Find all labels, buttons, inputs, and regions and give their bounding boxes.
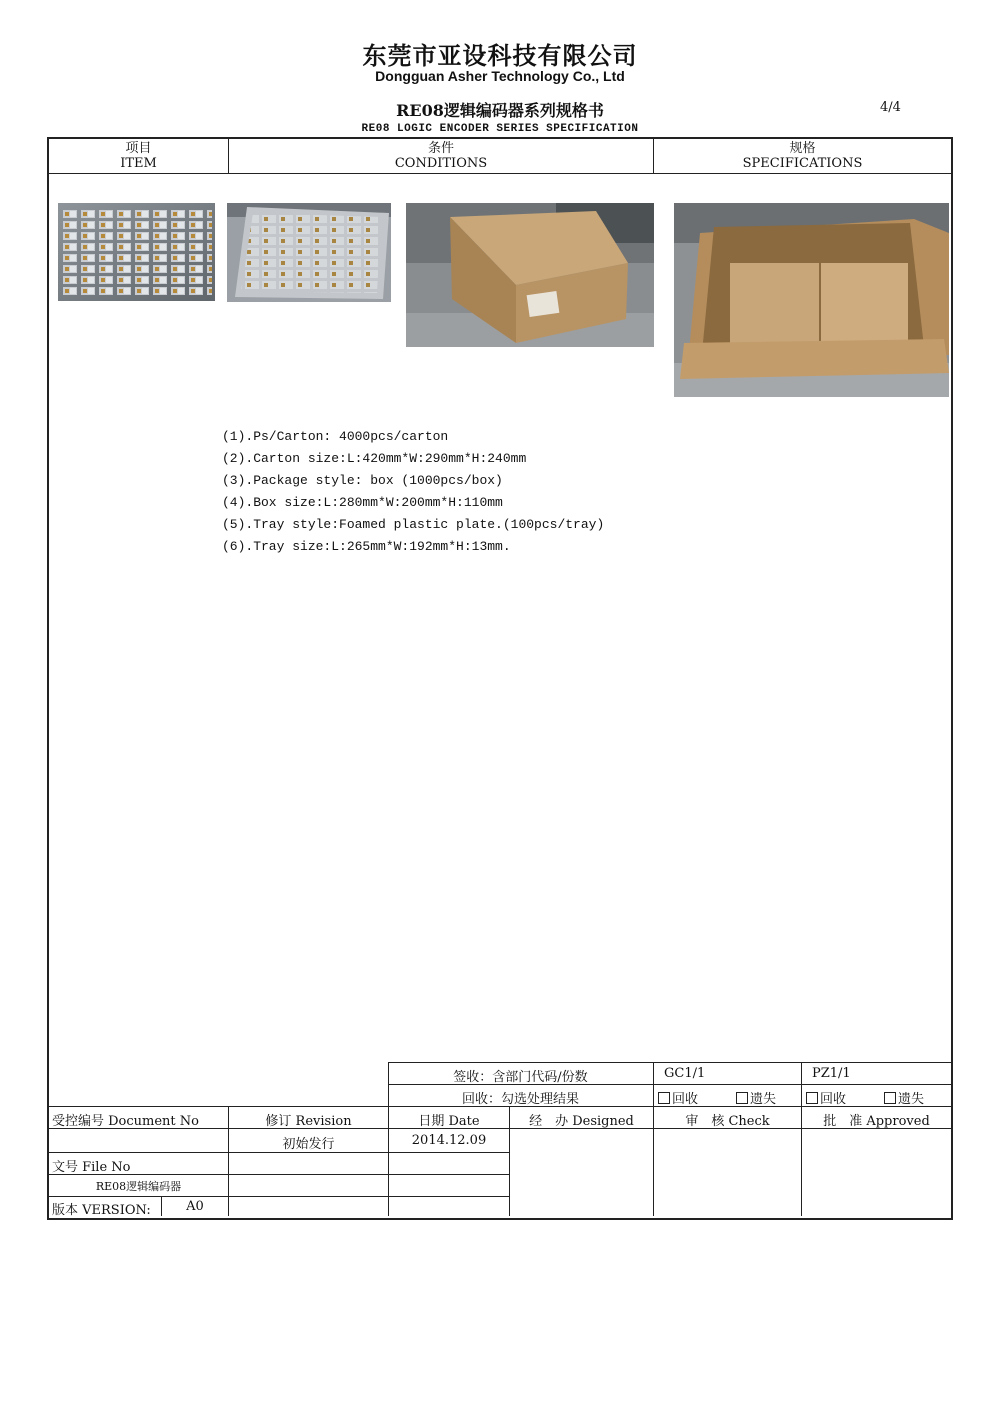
checkbox-icon[interactable] <box>658 1092 670 1104</box>
document-title-cn: RE08逻辑编码器系列规格书 <box>396 101 604 120</box>
carton-open-photo <box>674 203 949 397</box>
date-label: 日期 Date <box>418 1114 480 1129</box>
conditions-header-en: CONDITIONS <box>394 156 488 171</box>
spec-line: (5).Tray style:Foamed plastic plate.(100pcs/tray) <box>222 517 605 532</box>
approved-label: 批 准 Approved <box>823 1114 930 1129</box>
recover-label: 回收：勾选处理结果 <box>461 1092 579 1107</box>
recover-option-label: 回收 <box>820 1092 847 1107</box>
carton-closed-photo <box>406 203 654 347</box>
version-value: A0 <box>186 1199 204 1214</box>
spec-line: (3).Package style: box (1000pcs/box) <box>222 473 503 488</box>
footer-line-7 <box>49 1196 509 1197</box>
specs-header <box>654 141 951 171</box>
conditions-header-cn: 条件 <box>427 141 454 156</box>
file-no-label: 文号 File No <box>52 1160 131 1175</box>
spec-line: (2).Carton size:L:420mm*W:290mm*H:240mm <box>222 451 527 466</box>
revision-value: 初始发行 <box>282 1137 335 1152</box>
item-header-cn: 项目 <box>125 141 152 156</box>
tray-photo-2 <box>227 203 391 302</box>
spec-line: (6).Tray size:L:265mm*W:192mm*H:13mm. <box>222 539 511 554</box>
file-no-value: RE08逻辑编码器 <box>95 1180 182 1193</box>
recover-option-label: 回收 <box>672 1092 699 1107</box>
item-header <box>49 141 228 171</box>
item-header-en: ITEM <box>120 156 157 171</box>
packaging-spec-list <box>222 426 604 558</box>
document-title-en: RE08 LOGIC ENCODER SERIES SPECIFICATION <box>361 123 639 135</box>
conditions-header <box>229 141 653 171</box>
company-name-cn: 东莞市亚设科技有限公司 <box>362 42 638 70</box>
spec-line: (1).Ps/Carton: 4000pcs/carton <box>222 429 449 444</box>
version-label: 版本 VERSION: <box>52 1203 151 1218</box>
sign-receive-label: 签收：含部门代码/份数 <box>453 1070 588 1085</box>
tray-photo-1 <box>58 203 215 301</box>
lost-option-label: 遗失 <box>750 1092 777 1107</box>
gc-lost-option[interactable] <box>736 1088 776 1107</box>
specs-header-en: SPECIFICATIONS <box>742 156 863 171</box>
page-number: 4/4 <box>880 100 901 115</box>
gc-code: GC1/1 <box>664 1066 706 1081</box>
footer-vline-check <box>653 1062 654 1216</box>
checkbox-icon[interactable] <box>736 1092 748 1104</box>
footer-line-top <box>388 1062 951 1063</box>
checkbox-icon[interactable] <box>806 1092 818 1104</box>
checkbox-icon[interactable] <box>884 1092 896 1104</box>
header-row-bottom-line <box>49 173 951 174</box>
designed-label: 经 办 Designed <box>529 1114 634 1129</box>
specs-header-cn: 规格 <box>789 141 816 156</box>
pz-recover-option[interactable] <box>806 1088 846 1107</box>
revision-label: 修订 Revision <box>265 1114 352 1129</box>
document-no-label: 受控编号 Document No <box>52 1114 199 1129</box>
pz-code: PZ1/1 <box>812 1066 851 1081</box>
check-label: 审 核 Check <box>685 1114 770 1129</box>
spec-line: (4).Box size:L:280mm*W:200mm*H:110mm <box>222 495 503 510</box>
date-value: 2014.12.09 <box>411 1133 487 1148</box>
company-name-en: Dongguan Asher Technology Co., Ltd <box>375 68 625 84</box>
footer-line-5 <box>49 1152 509 1153</box>
footer-vline-approved <box>801 1062 802 1216</box>
gc-recover-option[interactable] <box>658 1088 698 1107</box>
lost-option-label: 遗失 <box>898 1092 925 1107</box>
pz-lost-option[interactable] <box>884 1088 924 1107</box>
